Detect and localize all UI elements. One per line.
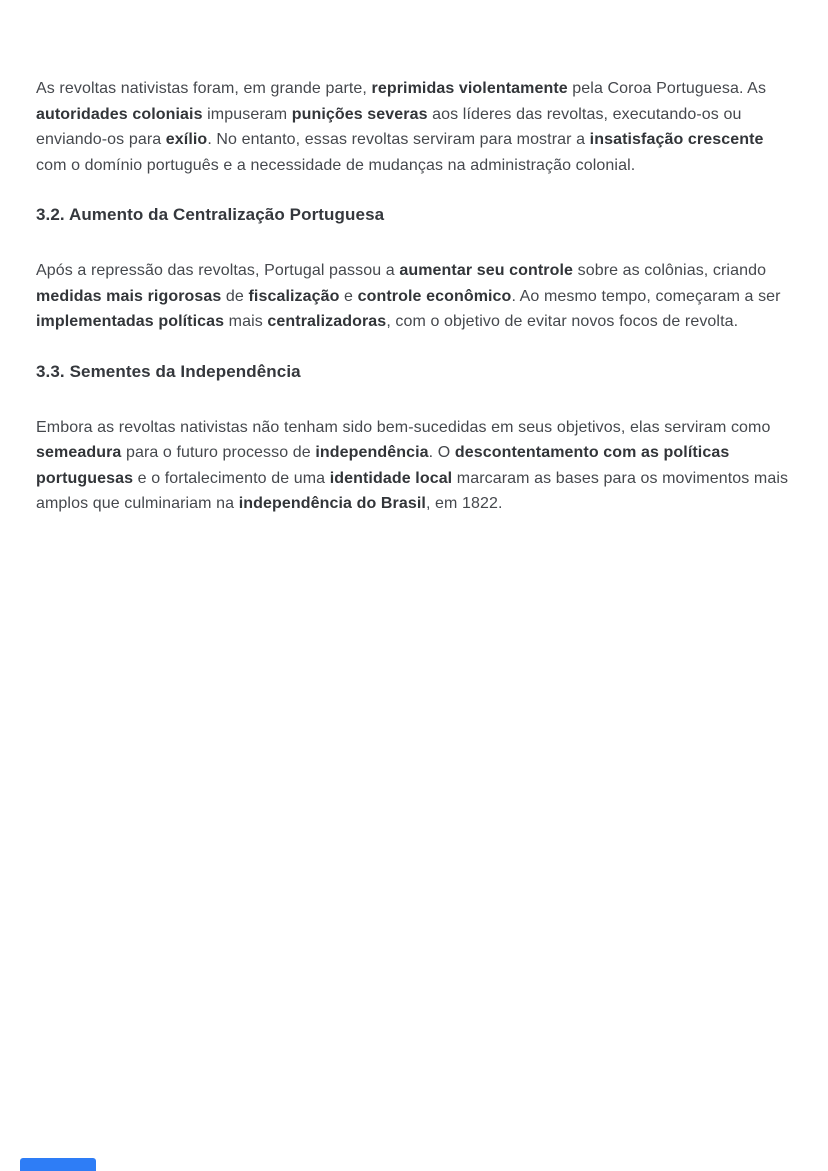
paragraph-centralizacao-portuguesa: Após a repressão das revoltas, Portugal passou a aumentar seu controle sobre as colônias, criando medidas mais rigorosas de fiscalização e controle econômico. Ao mesmo tempo, começaram a ser implementadas políticas mais centralizadoras, com o objetivo de evitar novos focos de revolta.: [36, 262, 781, 330]
section-heading-3-3-sementes: 3.3. Sementes da Independência: [36, 361, 301, 381]
document-body: [36, 76, 796, 542]
paragraph-repressao-revoltas: As revoltas nativistas foram, em grande parte, reprimidas violentamente pela Coroa Portuguesa. As autoridades coloniais impuseram punições severas aos líderes das revoltas, executando-os ou enviando-os para exílio. No entanto, essas revoltas serviram para mostrar a insatisfação crescente com o domínio português e a necessidade de mudanças na administração colonial.: [36, 80, 767, 174]
section-heading-3-2-centralizacao: 3.2. Aumento da Centralização Portuguesa: [36, 205, 385, 224]
paragraph-sementes-independencia: Embora as revoltas nativistas não tenham sido bem-sucedidas em seus objetivos, elas serviram como semeadura para o futuro processo de independência. O descontentamento com as políticas portuguesas e o fortalecimento de uma identidade local marcaram as bases para os movimentos mais amplos que culminariam na independência do Brasil, em 1822.: [36, 418, 789, 512]
partial-blue-element-bottom[interactable]: [20, 1158, 96, 1171]
